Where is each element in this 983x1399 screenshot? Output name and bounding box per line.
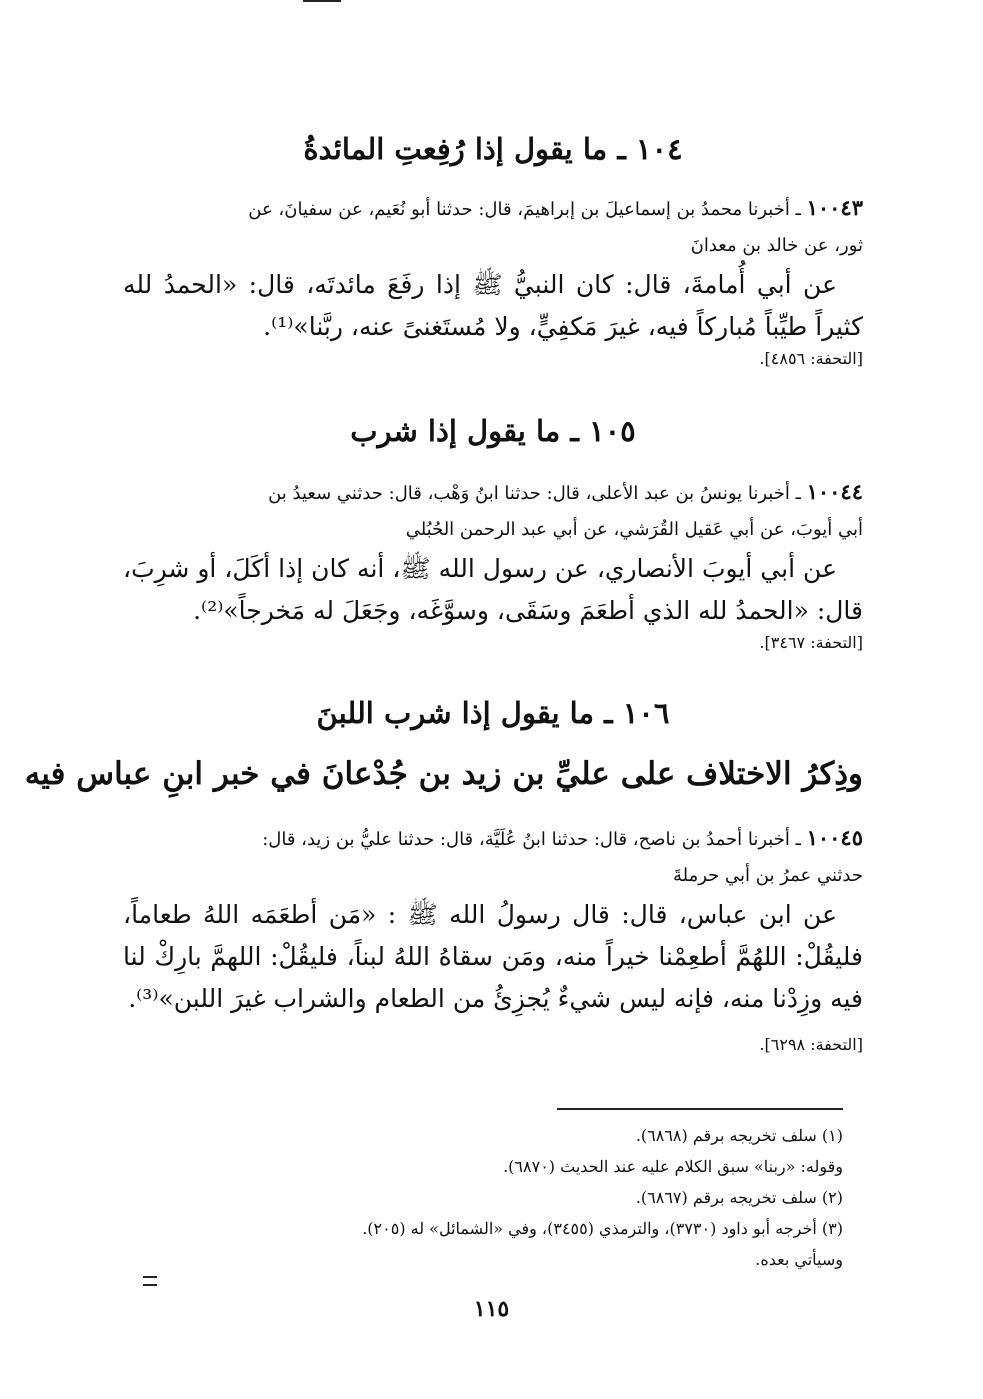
hadith-number: ١٠٠٤٥ (806, 825, 863, 850)
tuhfa-reference: [التحفة: ٦٢٩٨]. (759, 1035, 863, 1054)
hadith-number: ١٠٠٤٤ (806, 479, 863, 504)
chain-continuation: ثور، عن خالد بن معدانَ (690, 235, 863, 256)
top-rule (303, 0, 341, 2)
footnotes (283, 1120, 843, 1275)
hadith-text: عن أبي أُمامةَ، قال: كان النبيُّ ﷺ إذا رفَعَ مائدتَه، قال: «الحمدُ لله كثيراً طيِّباً مُباركاً فيه، غيرَ مَكفِيٍّ، ولا مُستَغنىً عنه، ربَّنا»⁽¹⁾. (123, 270, 863, 341)
section-105-heading: ١٠٥ ـ ما يقول إذا شرب (350, 414, 636, 448)
chain-text: ـ أخبرنا أحمدُ بن ناصح، قال: حدثنا ابنُ عُلَيَّة، قال: حدثنا عليُّ بن زيد، قال: (262, 829, 801, 850)
isnad-chain (123, 820, 863, 858)
isnad-chain (123, 474, 863, 512)
hadith-text: عن ابن عباس، قال: قال رسولُ الله ﷺ : «مَن أطعَمَه اللهُ طعاماً، فليقُلْ: اللهُمَّ أطعِمْنا خيراً منه، ومَن سقاهُ اللهُ لبناً، فليقُلْ: اللهمَّ بارِكْ لنا فيه وزِدْنا منه، فإنه ليس شيءٌ يُجزِئُ من الطعام والشراب غيرَ اللبن»⁽³⁾. (123, 900, 863, 1013)
tuhfa-reference: [التحفة: ٤٨٥٦]. (759, 349, 863, 368)
hadith-text: عن أبي أيوبَ الأنصاري، عن رسول الله ﷺ، أنه كان إذا أكَلَ، أو شرِبَ، قال: «الحمدُ لله الذي أطعَمَ وسَقَى، وسوَّغَه، وجَعَلَ له مَخرجاً»⁽²⁾. (123, 554, 863, 625)
hadith-10045 (123, 820, 863, 1056)
margin-mark (143, 1276, 157, 1286)
footnote-3-note: وسيأتي بعده. (755, 1250, 843, 1269)
chain-text: ـ أخبرنا يونسُ بن عبد الأعلى، قال: حدثنا ابنُ وَهْب، قال: حدثني سعيدُ بن (268, 483, 801, 504)
footnote-separator (557, 1108, 843, 1110)
chain-text: ـ أخبرنا محمدُ بن إسماعيلَ بن إبراهيمَ، قال: حدثنا أبو نُعَيم، عن سفيانَ، عن (248, 199, 801, 220)
hadith-10044 (123, 474, 863, 654)
chain-continuation: أبي أيوبَ، عن أبي عَقيل القُرَشي، عن أبي عبد الرحمن الحُبُلي (405, 519, 863, 540)
tuhfa-reference: [التحفة: ٣٤٦٧]. (759, 633, 863, 652)
section-106-heading: ١٠٦ ـ ما يقول إذا شرب اللبنَ (316, 696, 670, 730)
isnad-chain (123, 190, 863, 228)
section-104-heading: ١٠٤ ـ ما يقول إذا رُفِعتِ المائدةُ (303, 132, 683, 166)
hadith-number: ١٠٠٤٣ (806, 195, 863, 220)
footnote-1-note: وقوله: «ربنا» سبق الكلام عليه عند الحديث (٦٨٧٠). (503, 1157, 843, 1176)
footnote-3: (٣) أخرجه أبو داود (٣٧٣٠)، والترمذي (٣٤٥٥)، وفي «الشمائل» له (٢٠٥). (362, 1219, 843, 1238)
footnote-1: (١) سلف تخريجه برقم (٦٨٦٨). (635, 1126, 843, 1145)
page-number: ١١٥ (473, 1296, 510, 1322)
section-106-subheading: وذِكرُ الاختلاف على عليِّ بن زيد بن جُدْعانَ في خبر ابنِ عباس فيه (24, 756, 863, 792)
hadith-10043 (123, 190, 863, 370)
footnote-2: (٢) سلف تخريجه برقم (٦٨٦٧). (635, 1188, 843, 1207)
chain-continuation: حدثني عمرُ بن أبي حرملةَ (672, 865, 863, 886)
